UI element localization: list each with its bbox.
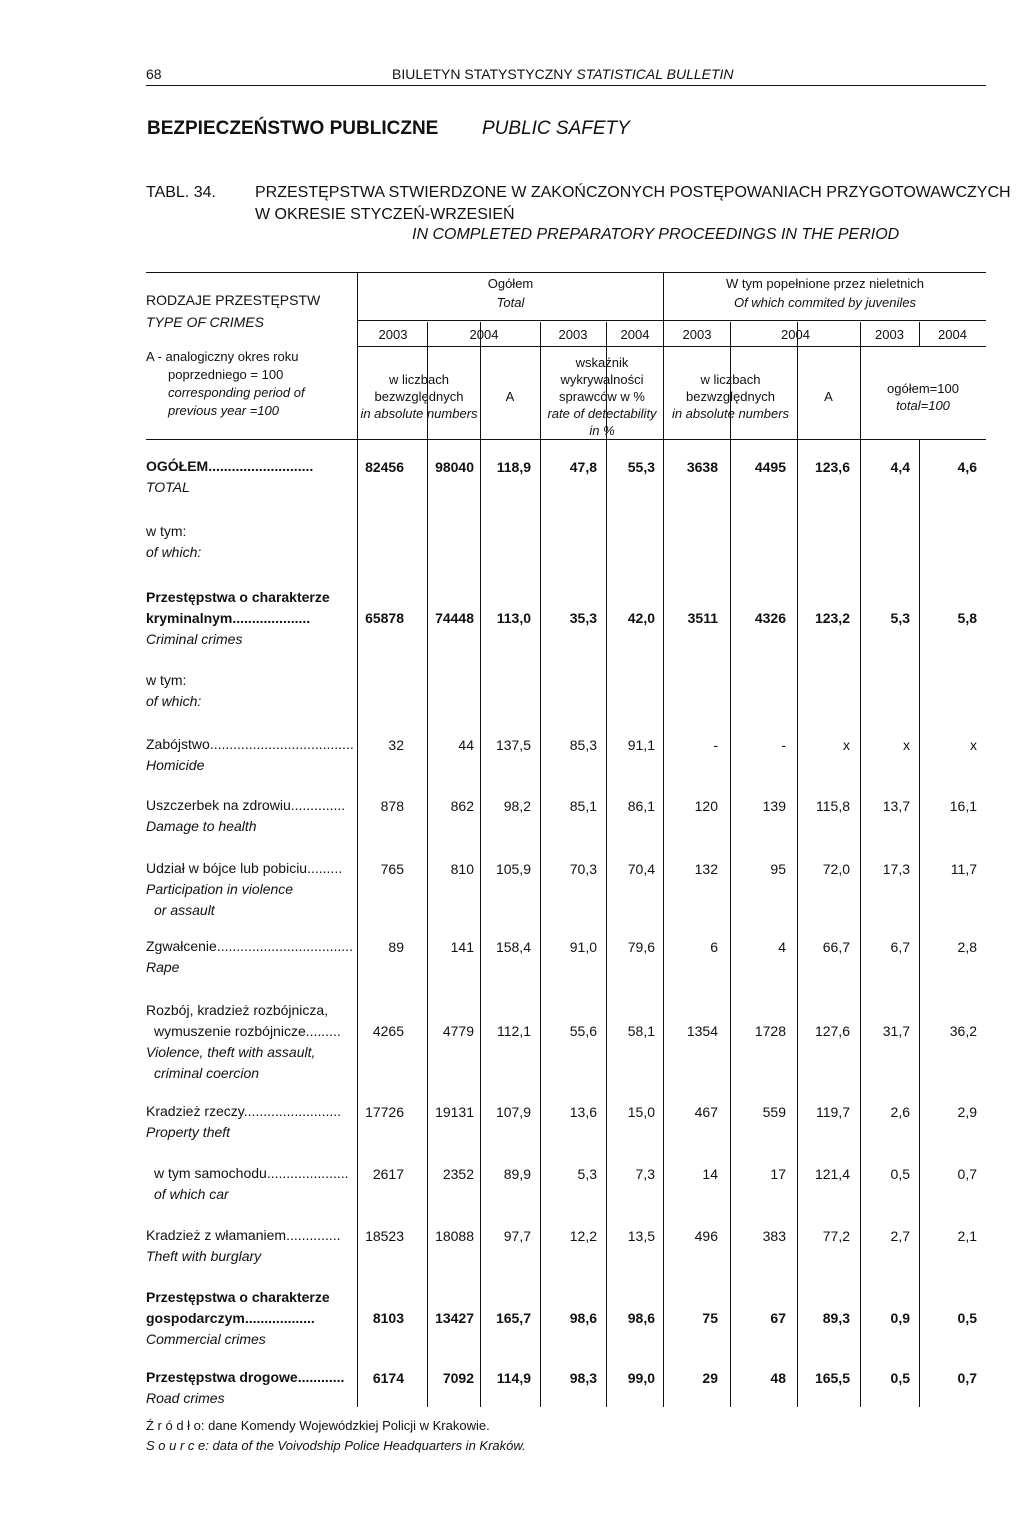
table-cell: 114,9 xyxy=(496,1370,531,1386)
table-cell: 89,9 xyxy=(503,1166,531,1182)
table-cell: 18523 xyxy=(365,1228,404,1244)
table-cell: - xyxy=(713,737,718,753)
table-cell: 17726 xyxy=(365,1104,404,1120)
table-cell: 13,5 xyxy=(627,1228,655,1244)
row-label-en: Criminal crimes xyxy=(146,631,243,647)
row-label-pl: Przestępstwa drogowe xyxy=(146,1369,298,1385)
source-note-en xyxy=(146,1438,526,1453)
table-cell: 165,7 xyxy=(495,1310,531,1326)
table-row-label-of-which xyxy=(146,670,201,712)
stub-note: poprzedniego = 100 xyxy=(168,367,284,382)
abs-header-pl: bezwzględnych xyxy=(686,389,775,404)
table-cell: 4 xyxy=(778,939,786,955)
year-label: 2004 xyxy=(781,327,810,342)
rate-header-pl: wskaźnik xyxy=(575,355,629,370)
table-cell: 123,6 xyxy=(814,459,850,475)
table-cell: 115,8 xyxy=(816,798,850,814)
table-cell: 2,7 xyxy=(890,1228,910,1244)
row-label-pl: Przestępstwa o charakterze xyxy=(146,589,330,605)
table-cell: 2,1 xyxy=(957,1228,977,1244)
rate-header-pl: sprawców w % xyxy=(559,389,645,404)
year-label: 2003 xyxy=(682,327,712,342)
table-cell: 112,1 xyxy=(497,1023,531,1039)
table-cell: 58,1 xyxy=(627,1023,655,1039)
table-cell: 67 xyxy=(770,1310,786,1326)
table-cell: 2,8 xyxy=(957,939,977,955)
table-cell: 119,7 xyxy=(816,1104,850,1120)
table-cell: 0,5 xyxy=(890,1166,910,1182)
table-cell: 120 xyxy=(694,798,718,814)
table-cell: 70,3 xyxy=(569,861,597,877)
index-a-header-juveniles: A xyxy=(824,389,833,404)
source-label: S o u r c e: xyxy=(146,1438,209,1453)
table-cell: 98,6 xyxy=(627,1310,655,1326)
row-label-pl: Zgwałcenie xyxy=(146,938,217,954)
page-number: 68 xyxy=(146,66,162,82)
table-cell: 85,3 xyxy=(569,737,597,753)
table-cell: 0,7 xyxy=(957,1370,977,1386)
table-cell: 48 xyxy=(770,1370,786,1386)
row-label-en: Damage to health xyxy=(146,818,257,834)
group-header-total-en: Total xyxy=(496,295,525,310)
stub-note: A - analogiczny okres roku xyxy=(146,349,299,364)
table-cell: 132 xyxy=(694,861,718,877)
row-label-en: criminal coercion xyxy=(154,1065,260,1081)
row-label-en: Road crimes xyxy=(146,1390,225,1406)
table-cell: 98,6 xyxy=(569,1310,597,1326)
table-cell: 105,9 xyxy=(495,861,531,877)
table-cell: 139 xyxy=(762,798,786,814)
table-cell: 141 xyxy=(450,939,474,955)
table-cell: 19131 xyxy=(435,1104,474,1120)
row-label-pl: wymuszenie rozbójnicze xyxy=(154,1023,306,1039)
table-cell: 74448 xyxy=(435,610,474,626)
table-cell: 65878 xyxy=(365,610,404,626)
table-cell: 55,6 xyxy=(569,1023,597,1039)
table-cell: 31,7 xyxy=(882,1023,910,1039)
body-col-divider xyxy=(919,439,920,1407)
table-cell: 137,5 xyxy=(495,737,531,753)
group-header-total-pl: Ogółem xyxy=(487,276,534,291)
body-stub-divider xyxy=(357,439,358,1407)
row-label-en: Participation in violence xyxy=(146,881,294,897)
table-cell: 862 xyxy=(450,798,474,814)
year-label: 2003 xyxy=(558,327,588,342)
table-cell: 123,2 xyxy=(814,610,850,626)
row-label-pl: w tym: xyxy=(146,523,187,539)
table-row-label-criminal: Przestępstwa o charakterze kryminalnym.................... Criminal crimes xyxy=(146,587,330,650)
table-cell: 118,9 xyxy=(496,459,531,475)
row-label-en: Property theft xyxy=(146,1124,231,1140)
table-cell: 0,5 xyxy=(890,1370,910,1386)
table-cell: 29 xyxy=(702,1370,718,1386)
row-label-en: of which: xyxy=(146,544,202,560)
table-row-label-participation: Udział w bójce lub pobiciu......... Participation in violence or assault xyxy=(146,858,342,921)
row-label-pl: Uszczerbek na zdrowiu xyxy=(146,797,291,813)
table-cell: 383 xyxy=(762,1228,786,1244)
row-label-en: of which: xyxy=(146,693,202,709)
table-cell: 765 xyxy=(380,861,404,877)
table-cell: 89,3 xyxy=(822,1310,850,1326)
table-cell: 91,1 xyxy=(627,737,655,753)
section-title-pl: BEZPIECZEŃSTWO PUBLICZNE xyxy=(147,118,439,139)
table-cell: 4495 xyxy=(754,459,786,475)
table-cell: 6174 xyxy=(372,1370,404,1386)
table-cell: 35,3 xyxy=(569,610,597,626)
table-cell: 8103 xyxy=(372,1310,404,1326)
table-title xyxy=(255,182,1011,226)
bulletin-title-en: STATISTICAL BULLETIN xyxy=(576,66,734,82)
table-cell: 0,9 xyxy=(890,1310,910,1326)
table-cell: 5,3 xyxy=(577,1166,597,1182)
table-cell: 44 xyxy=(458,737,474,753)
table-cell: 97,7 xyxy=(503,1228,531,1244)
table-row-label-road: Przestępstwa drogowe............ Road crimes xyxy=(146,1367,344,1409)
table-cell: 17,3 xyxy=(882,861,910,877)
table-top-rule xyxy=(146,272,986,273)
row-label-pl: Zabójstwo xyxy=(146,736,210,752)
year-label: 2003 xyxy=(378,327,408,342)
share-header xyxy=(860,380,986,414)
table-cell: 2352 xyxy=(442,1166,474,1182)
table-cell: 47,8 xyxy=(569,459,597,475)
running-header xyxy=(392,66,734,82)
row-label-en: or assault xyxy=(154,902,215,918)
row-label-pl: w tym samochodu xyxy=(154,1165,267,1181)
table-row-label-robbery: Rozbój, kradzież rozbójnicza, wymuszenie rozbójnicze......... Violence, theft with assault, criminal coercion xyxy=(146,1000,341,1084)
table-title-line1: PRZESTĘPSTWA STWIERDZONE W ZAKOŃCZONYCH POSTĘPOWANIACH PRZYGOTOWAWCZYCH xyxy=(255,184,1011,201)
rate-header xyxy=(540,354,664,439)
table-cell: 70,4 xyxy=(627,861,655,877)
table-cell: 13427 xyxy=(435,1310,474,1326)
table-cell: 165,5 xyxy=(814,1370,850,1386)
table-cell: x xyxy=(970,737,977,753)
row-label-pl: Kradzież rzeczy xyxy=(146,1103,244,1119)
row-label-pl: kryminalnym xyxy=(146,610,233,626)
table-cell: 6,7 xyxy=(890,939,910,955)
table-cell: 127,6 xyxy=(814,1023,850,1039)
table-cell: 4779 xyxy=(442,1023,474,1039)
rate-header-en: in % xyxy=(589,423,615,438)
row-label-en: Violence, theft with assault, xyxy=(146,1044,316,1060)
row-label-pl: Udział w bójce lub pobiciu xyxy=(146,860,308,876)
table-cell: 16,1 xyxy=(949,798,977,814)
table-cell: 113,0 xyxy=(496,610,531,626)
table-row-label-rape: Zgwałcenie................................... Rape xyxy=(146,936,353,978)
table-row-label-homicide: Zabójstwo..................................... Homicide xyxy=(146,734,354,776)
rate-header-pl: wykrywalności xyxy=(560,372,644,387)
table-cell: 82456 xyxy=(365,459,404,475)
table-cell: 4,6 xyxy=(957,459,977,475)
table-cell: 86,1 xyxy=(627,798,655,814)
table-cell: 4265 xyxy=(372,1023,404,1039)
table-row-label-damage: Uszczerbek na zdrowiu.............. Damage to health xyxy=(146,795,345,837)
table-cell: - xyxy=(781,737,786,753)
table-cell: 14 xyxy=(702,1166,718,1182)
table-cell: 878 xyxy=(380,798,404,814)
table-cell: 810 xyxy=(450,861,474,877)
table-cell: 559 xyxy=(762,1104,786,1120)
table-cell: 98040 xyxy=(435,459,474,475)
stub-header-en: TYPE OF CRIMES xyxy=(146,314,264,330)
abs-header-en: in absolute numbers xyxy=(360,406,478,421)
table-row-label-of-which xyxy=(146,521,201,563)
year-label: 2004 xyxy=(938,327,967,342)
table-cell: 15,0 xyxy=(627,1104,655,1120)
row-label-en: Theft with burglary xyxy=(146,1248,262,1264)
row-label-pl: w tym: xyxy=(146,672,187,688)
stub-header-pl: RODZAJE PRZESTĘPSTW xyxy=(146,292,321,308)
table-cell: 0,7 xyxy=(957,1166,977,1182)
source-text: dane Komendy Wojewódzkiej Policji w Krakowie. xyxy=(208,1418,490,1433)
table-cell: 158,4 xyxy=(495,939,531,955)
abs-header-juveniles xyxy=(664,371,797,422)
table-row-label-commercial: Przestępstwa o charakterze gospodarczym.................. Commercial crimes xyxy=(146,1287,330,1350)
table-cell: 99,0 xyxy=(627,1370,655,1386)
group-header-juveniles-pl: W tym popełnione przez nieletnich xyxy=(726,276,924,291)
stub-note: corresponding period of xyxy=(168,385,305,400)
table-cell: 2617 xyxy=(372,1166,404,1182)
table-row-label-property-theft: Kradzież rzeczy......................... Property theft xyxy=(146,1101,341,1143)
table-cell: 7,3 xyxy=(635,1166,655,1182)
table-cell: 121,4 xyxy=(814,1166,850,1182)
bulletin-title-pl: BIULETYN STATYSTYCZNY xyxy=(392,66,573,82)
body-col-divider xyxy=(730,439,731,1407)
table-number: TABL. 34. xyxy=(146,184,216,201)
header-rule xyxy=(146,85,986,86)
abs-header xyxy=(352,371,486,422)
row-label-en: TOTAL xyxy=(146,479,190,495)
table-cell: 91,0 xyxy=(569,939,597,955)
table-cell: 3511 xyxy=(687,610,718,626)
table-cell: 42,0 xyxy=(627,610,655,626)
table-title-en: IN COMPLETED PREPARATORY PROCEEDINGS IN THE PERIOD xyxy=(412,226,900,243)
year-label: 2004 xyxy=(469,327,499,342)
table-cell: x xyxy=(843,737,850,753)
body-col-divider xyxy=(606,439,607,1407)
row-label-pl: Kradzież z włamaniem xyxy=(146,1227,287,1243)
table-cell: 13,6 xyxy=(569,1104,597,1120)
abs-header-pl: w liczbach xyxy=(389,372,449,387)
table-cell: 79,6 xyxy=(627,939,655,955)
group-header-juveniles-en: Of which commited by juveniles xyxy=(733,295,917,310)
table-cell: 98,3 xyxy=(569,1370,597,1386)
index-a-header: A xyxy=(505,389,515,404)
body-col-divider xyxy=(797,439,798,1407)
table-row-label-total: OGÓŁEM........................... TOTAL xyxy=(146,456,313,498)
table-cell: 89 xyxy=(388,939,404,955)
share-header-en: total=100 xyxy=(896,398,950,413)
table-cell: 85,1 xyxy=(569,798,597,814)
row-label-en: Rape xyxy=(146,959,180,975)
table-cell: 6 xyxy=(710,939,718,955)
table-cell: 36,2 xyxy=(949,1023,977,1039)
table-title-line2: W OKRESIE STYCZEŃ-WRZESIEŃ xyxy=(255,206,515,223)
table-cell: 18088 xyxy=(435,1228,474,1244)
table-cell: 467 xyxy=(694,1104,718,1120)
header-year-rule xyxy=(358,346,986,347)
source-text: data of the Voivodship Police Headquarters in Kraków. xyxy=(212,1438,526,1453)
table-cell: 496 xyxy=(694,1228,718,1244)
row-label-pl: Przestępstwa o charakterze xyxy=(146,1289,330,1305)
body-col-divider xyxy=(480,439,481,1407)
row-label-pl: gospodarczym xyxy=(146,1310,245,1326)
stub-note: previous year =100 xyxy=(168,403,279,418)
table-cell: 1354 xyxy=(686,1023,718,1039)
table-cell: 4,4 xyxy=(890,459,910,475)
table-cell: x xyxy=(903,737,910,753)
abs-header-pl: bezwzględnych xyxy=(374,389,464,404)
table-cell: 107,9 xyxy=(495,1104,531,1120)
abs-header-en: in absolute numbers xyxy=(671,406,790,421)
table-cell: 11,7 xyxy=(950,861,977,877)
table-cell: 0,5 xyxy=(957,1310,977,1326)
source-note-pl xyxy=(146,1418,490,1433)
table-cell: 95 xyxy=(770,861,786,877)
table-cell: 13,7 xyxy=(882,798,910,814)
rate-header-en: rate of detectability xyxy=(547,406,657,421)
table-cell: 72,0 xyxy=(822,861,850,877)
table-cell: 5,3 xyxy=(890,610,910,626)
row-label-en: Commercial crimes xyxy=(146,1331,266,1347)
table-cell: 17 xyxy=(770,1166,786,1182)
table-cell: 98,2 xyxy=(503,798,531,814)
table-row-label-burglary: Kradzież z włamaniem.............. Theft with burglary xyxy=(146,1225,341,1267)
year-label: 2003 xyxy=(875,327,904,342)
table-row-label-car-theft: w tym samochodu..................... of which car xyxy=(146,1163,349,1205)
body-col-divider xyxy=(540,439,541,1407)
body-col-divider xyxy=(427,439,428,1407)
table-cell: 32 xyxy=(388,737,404,753)
year-label: 2004 xyxy=(620,327,650,342)
body-col-divider xyxy=(860,439,861,1407)
table-cell: 12,2 xyxy=(569,1228,597,1244)
table-cell: 5,8 xyxy=(957,610,977,626)
table-cell: 7092 xyxy=(442,1370,474,1386)
table-cell: 3638 xyxy=(686,459,718,475)
table-cell: 55,3 xyxy=(627,459,655,475)
share-header-pl: ogółem=100 xyxy=(887,381,959,396)
abs-header-pl: w liczbach xyxy=(700,372,761,387)
source-label: Ź r ó d ł o: xyxy=(146,1418,205,1433)
table-cell: 1728 xyxy=(754,1023,786,1039)
header-group-rule xyxy=(358,320,986,321)
row-label-pl: OGÓŁEM xyxy=(146,458,209,474)
body-col-divider xyxy=(663,439,664,1407)
table-cell: 4326 xyxy=(754,610,786,626)
table-cell: 2,9 xyxy=(957,1104,977,1120)
row-label-pl: Rozbój, kradzież rozbójnicza, xyxy=(146,1002,329,1018)
row-label-en: Homicide xyxy=(146,757,205,773)
section-title-en: PUBLIC SAFETY xyxy=(482,118,630,139)
table-cell: 66,7 xyxy=(822,939,850,955)
table-cell: 2,6 xyxy=(890,1104,910,1120)
table-cell: 77,2 xyxy=(822,1228,850,1244)
row-label-en: of which car xyxy=(154,1186,229,1202)
table-cell: 75 xyxy=(702,1310,718,1326)
